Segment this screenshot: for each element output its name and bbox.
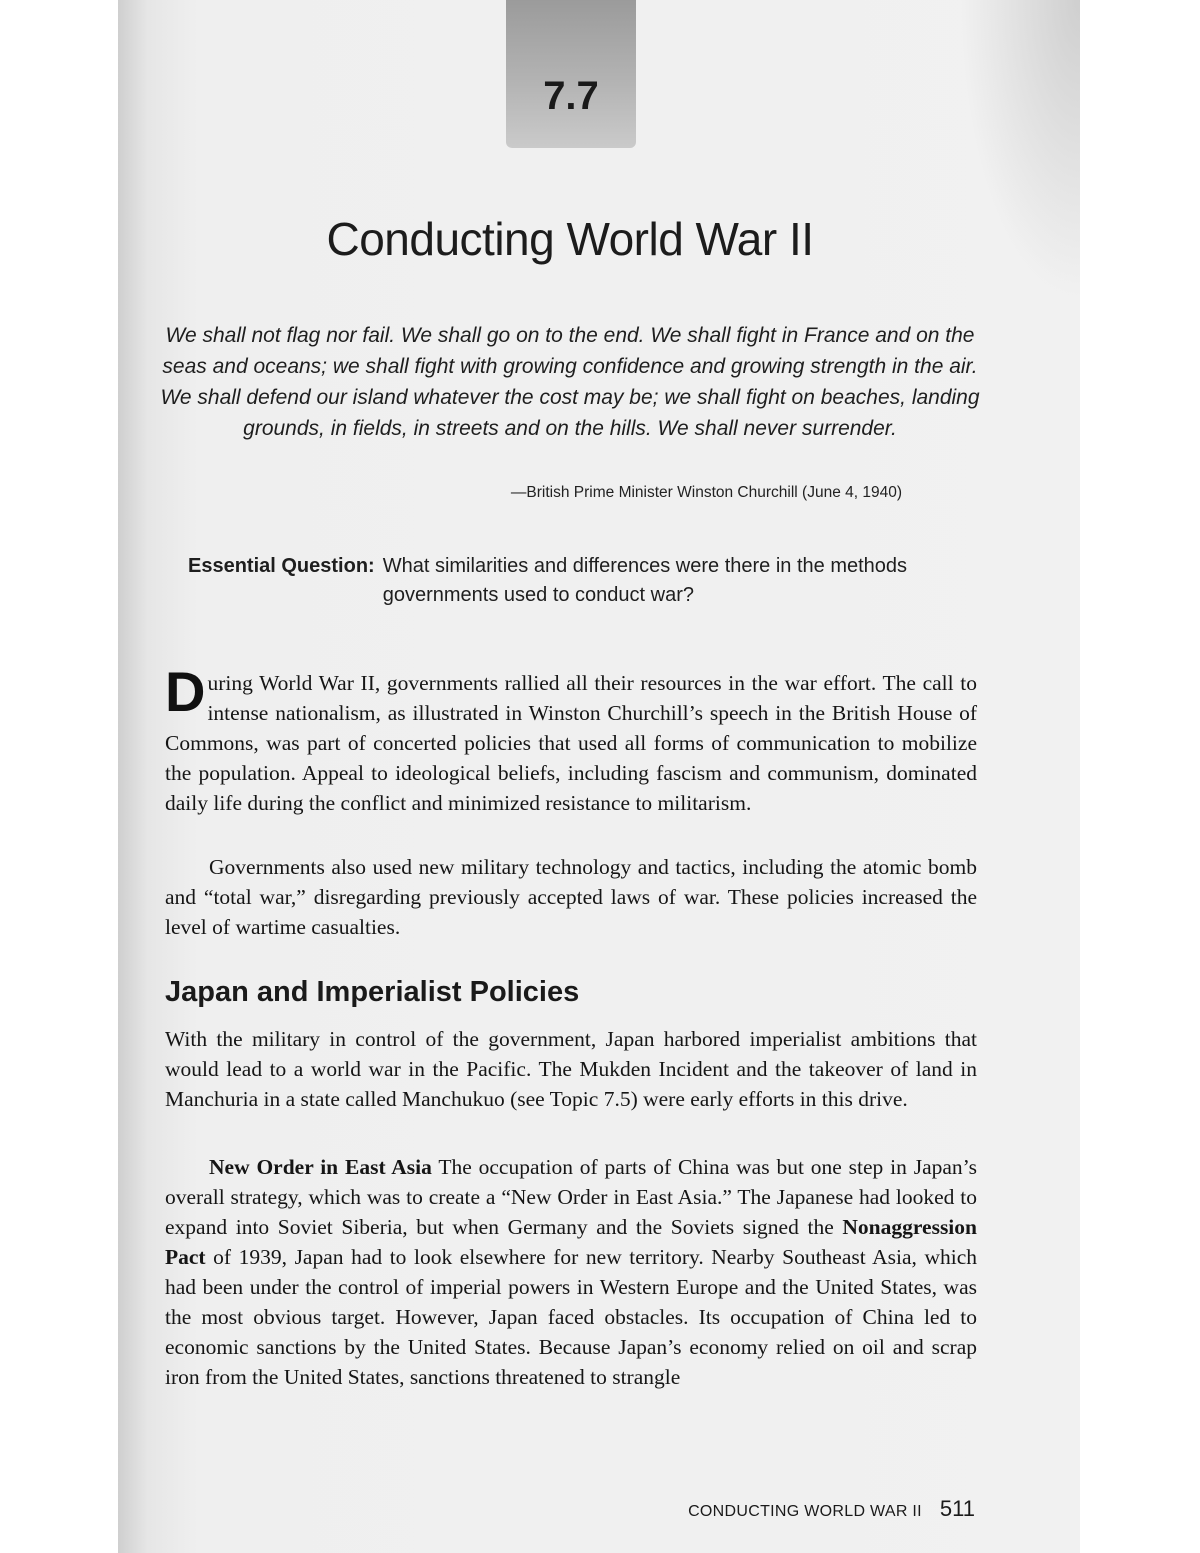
japan-paragraph-2-part-a: The occupation of parts of China was but one step in Japan’s overall strategy, which was to create a “New Order in East Asia.” The Japanese had looked to expand into Soviet Siberia, but when Germany and the Soviets signed the [165,1155,977,1239]
japan-paragraph-1: With the military in control of the government, Japan harbored imperialist ambitions that would lead to a world war in the Pacific. The Mukden Incident and the takeover of land in Manchuria in a state called Manchukuo (see Topic 7.5) were early efforts in this drive. [165,1027,977,1111]
epigraph-quote: We shall not flag nor fail. We shall go on to the end. We shall fight in France and on the seas and oceans; we shall fight with growing confidence and growing strength in the air. We shall defend our island whatever the cost may be; we shall fight on beaches, landing grounds, in fields, in streets and on the hills. We shall never surrender. [160,324,980,440]
essential-question-text: What similarities and differences were there in the methods governments used to conduct war? [382,555,908,606]
epigraph-attribution: —British Prime Minister Winston Churchill (June 4, 1940) [510,484,902,501]
page-footer [688,1496,975,1522]
essential-question [188,552,948,610]
page-number: 511 [939,1496,975,1521]
japan-paragraph-2 [165,1152,977,1392]
drop-cap: D [165,660,206,723]
page-title: Conducting World War II [326,213,814,265]
running-head: CONDUCTING WORLD WAR II [688,1503,922,1520]
section-number: 7.7 [543,74,599,118]
intro-paragraph-1 [165,660,977,818]
intro-paragraph-2: Governments also used new military technology and tactics, including the atomic bomb and “total war,” disregarding previously accepted laws of war. These policies increased the level of wartime casualties. [165,855,977,939]
essential-question-label: Essential Question: [188,555,375,577]
section-heading-japan: Japan and Imperialist Policies [165,976,580,1008]
key-term-nonaggression-pact: Nonaggression Pact [165,1215,977,1269]
intro-paragraph-1-text: uring World War II, governments rallied all their resources in the war effort. The call to intense nationalism, as illustrated in Winston Churchill’s speech in the British House of Commons, was part of concerted policies that used all forms of communication to mobilize the population. Appeal to ideological beliefs, including fascism and communism, dominated daily life during the conflict and minimized resistance to militarism. [165,671,977,815]
runin-head-new-order: New Order in East Asia [209,1155,432,1179]
japan-paragraph-2-part-b: of 1939, Japan had to look elsewhere for new territory. Nearby Southeast Asia, which had been under the control of imperial powers in Western Europe and the United States, was the most obvious target. However, Japan faced obstacles. Its occupation of China led to economic sanctions by the United States. Because Japan’s economy relied on oil and scrap iron from the United States, sanctions threatened to strangle [165,1245,977,1389]
